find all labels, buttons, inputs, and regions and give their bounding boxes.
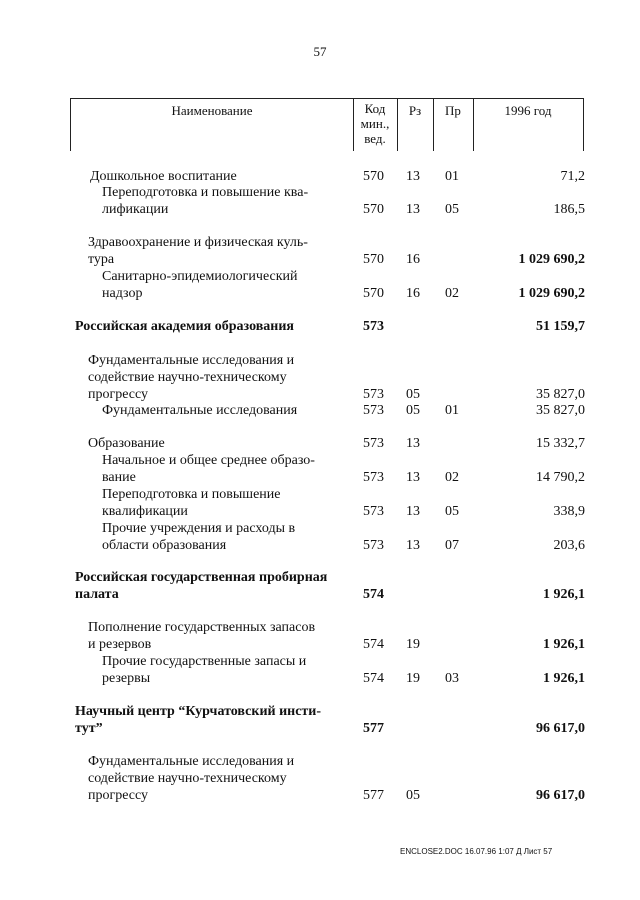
row-name: Российская государственная пробирная <box>75 570 328 585</box>
table-header <box>70 98 584 151</box>
row-sum: 35 827,0 <box>536 403 585 418</box>
table-row <box>0 369 640 387</box>
row-kod: 573 <box>363 319 384 334</box>
row-pr: 05 <box>445 504 459 519</box>
row-name: содействие научно-техническому <box>88 370 287 385</box>
row-sum: 71,2 <box>560 169 585 184</box>
row-kod: 574 <box>363 671 384 686</box>
row-name: Фундаментальные исследования и <box>88 353 295 368</box>
table-row <box>0 184 640 202</box>
row-kod: 573 <box>363 470 384 485</box>
row-name: Прочие учреждения и расходы в <box>102 521 296 536</box>
row-rz: 05 <box>406 387 420 402</box>
row-kod: 573 <box>363 387 384 402</box>
row-name: области образования <box>102 538 227 553</box>
row-kod: 574 <box>363 587 384 602</box>
document-footer: ENCLOSE2.DOC 16.07.96 1:07 Д Лист 57 <box>400 847 553 856</box>
row-name: Санитарно-эпидемиологический <box>102 269 298 284</box>
table-row <box>0 469 640 487</box>
row-name: Пополнение государственных запасов <box>88 620 316 635</box>
table-row <box>0 520 640 538</box>
row-rz: 13 <box>406 436 420 451</box>
row-rz: 05 <box>406 403 420 418</box>
row-name: квалификации <box>102 504 188 519</box>
row-kod: 573 <box>363 436 384 451</box>
row-kod: 577 <box>363 788 384 803</box>
row-name: резервы <box>102 671 151 686</box>
table-row <box>0 234 640 252</box>
row-rz: 13 <box>406 202 420 217</box>
table-row <box>0 753 640 771</box>
row-sum: 96 617,0 <box>536 721 585 736</box>
row-rz: 13 <box>406 538 420 553</box>
row-pr: 02 <box>445 470 459 485</box>
row-name: Начальное и общее среднее образо- <box>102 453 315 468</box>
row-name: вание <box>102 470 136 485</box>
row-name: и резервов <box>88 637 152 652</box>
row-sum: 1 926,1 <box>543 637 585 652</box>
row-kod: 574 <box>363 637 384 652</box>
row-pr: 07 <box>445 538 459 553</box>
row-kod: 573 <box>363 538 384 553</box>
row-name: тура <box>88 252 115 267</box>
table-row <box>0 201 640 219</box>
row-kod: 570 <box>363 286 384 301</box>
table-row <box>0 619 640 637</box>
header-rz: Рз <box>408 103 422 118</box>
row-kod: 570 <box>363 202 384 217</box>
header-kod <box>353 101 397 146</box>
row-kod: 577 <box>363 721 384 736</box>
row-pr: 05 <box>445 202 459 217</box>
row-sum: 1 926,1 <box>543 671 585 686</box>
row-pr: 01 <box>445 403 459 418</box>
row-name: Научный центр “Курчатовский инсти- <box>75 704 322 719</box>
row-pr: 01 <box>445 169 459 184</box>
row-sum: 1 029 690,2 <box>518 252 585 267</box>
row-name: лификации <box>102 202 169 217</box>
table-row <box>0 537 640 555</box>
table-row <box>0 653 640 671</box>
row-sum: 96 617,0 <box>536 788 585 803</box>
table-row <box>0 636 640 654</box>
row-rz: 13 <box>406 169 420 184</box>
row-rz: 16 <box>406 286 420 301</box>
row-name: Образование <box>88 436 165 451</box>
row-kod: 573 <box>363 403 384 418</box>
header-kod-line1: Код <box>364 101 386 116</box>
row-rz: 13 <box>406 504 420 519</box>
row-name: Фундаментальные исследования <box>102 403 298 418</box>
table-row <box>0 787 640 805</box>
row-rz: 05 <box>406 788 420 803</box>
row-sum: 35 827,0 <box>536 387 585 402</box>
table-row <box>0 503 640 521</box>
row-sum: 1 926,1 <box>543 587 585 602</box>
row-name: Прочие государственные запасы и <box>102 654 307 669</box>
table-row <box>0 452 640 470</box>
row-sum: 15 332,7 <box>536 436 585 451</box>
table-row <box>0 670 640 688</box>
table-row <box>0 251 640 269</box>
row-rz: 13 <box>406 470 420 485</box>
row-sum: 186,5 <box>553 202 585 217</box>
row-pr: 02 <box>445 286 459 301</box>
row-name: палата <box>75 587 119 602</box>
row-sum: 14 790,2 <box>536 470 585 485</box>
header-kod-line3: вед. <box>364 131 386 146</box>
row-rz: 16 <box>406 252 420 267</box>
row-name: содействие научно-техническому <box>88 771 287 786</box>
table-row <box>0 770 640 788</box>
row-name: Дошкольное воспитание <box>90 169 237 184</box>
row-name: прогрессу <box>88 387 149 402</box>
table-row <box>0 435 640 453</box>
row-sum: 1 029 690,2 <box>518 286 585 301</box>
row-name: Здравоохранение и физическая куль- <box>88 235 308 250</box>
row-name: Российская академия образования <box>75 319 294 334</box>
row-name: Переподготовка и повышение <box>102 487 281 502</box>
table-row <box>0 285 640 303</box>
row-rz: 19 <box>406 671 420 686</box>
table-row <box>0 720 640 738</box>
table-row <box>0 318 640 336</box>
row-name: надзор <box>102 286 143 301</box>
row-kod: 573 <box>363 504 384 519</box>
table-row <box>0 586 640 604</box>
table-row <box>0 703 640 721</box>
row-kod: 570 <box>363 252 384 267</box>
page-number: 57 <box>313 44 327 59</box>
table-row <box>0 486 640 504</box>
row-sum: 338,9 <box>553 504 585 519</box>
table-row <box>0 268 640 286</box>
row-name: Фундаментальные исследования и <box>88 754 295 769</box>
row-kod: 570 <box>363 169 384 184</box>
row-name: Переподготовка и повышение ква- <box>102 185 309 200</box>
row-name: прогрессу <box>88 788 149 803</box>
row-sum: 51 159,7 <box>536 319 585 334</box>
header-year: 1996 год <box>504 103 552 118</box>
row-rz: 19 <box>406 637 420 652</box>
header-name: Наименование <box>171 103 253 118</box>
row-pr: 03 <box>445 671 459 686</box>
row-sum: 203,6 <box>553 538 585 553</box>
header-pr: Пр <box>445 103 461 118</box>
header-kod-line2: мин., <box>360 116 390 131</box>
row-name: тут” <box>75 721 103 736</box>
table-row <box>0 402 640 420</box>
table-row <box>0 352 640 370</box>
table-row <box>0 569 640 587</box>
